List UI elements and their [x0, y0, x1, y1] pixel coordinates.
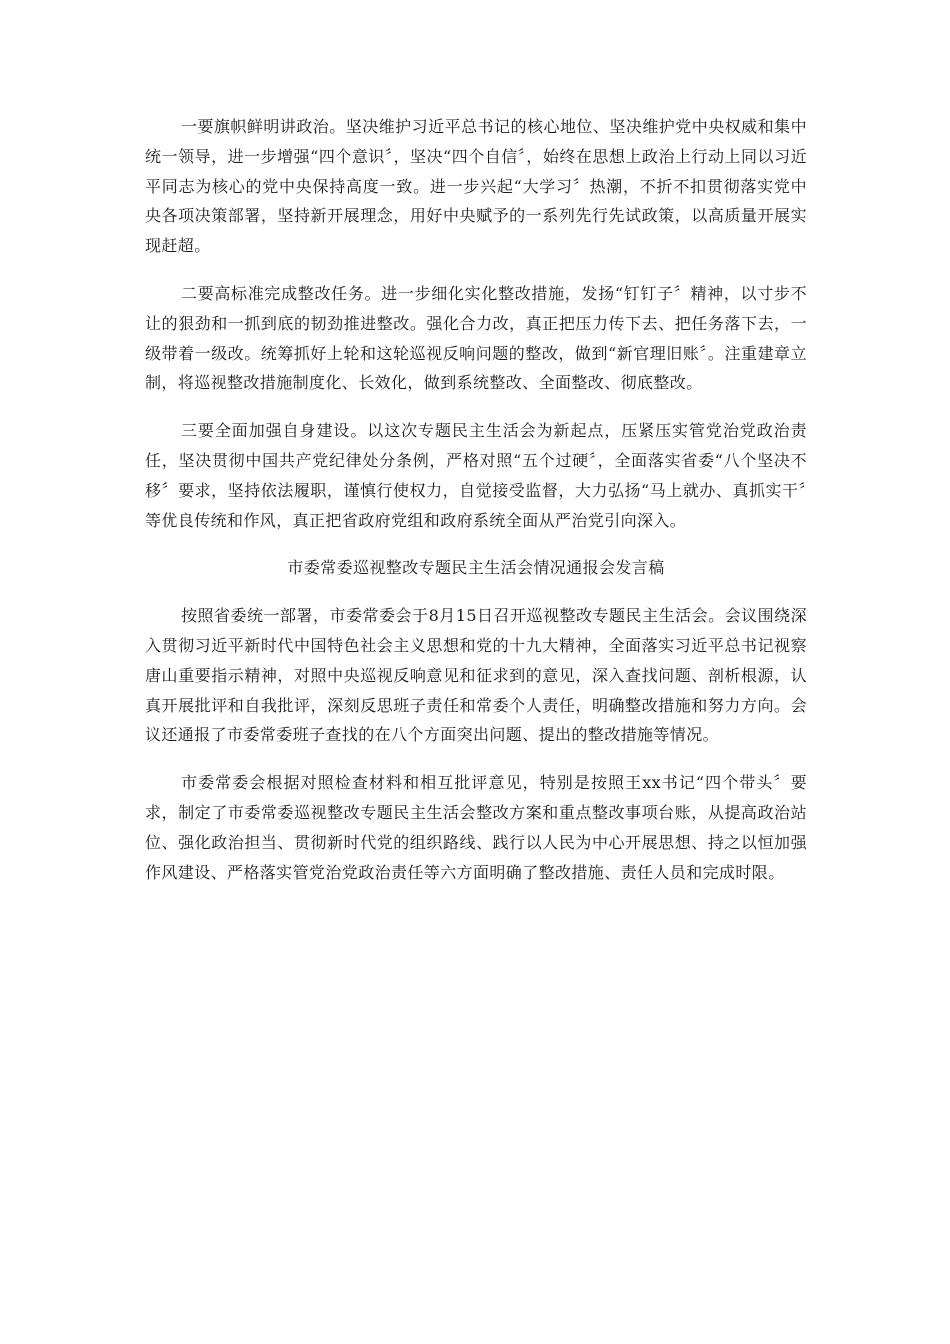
paragraph-rectification-tasks: 二要高标准完成整改任务。进一步细化实化整改措施，发扬“钉钉子〞精神，以寸步不让的狠劲和一抓到底的韧劲推进整改。强化合力改，真正把压力传下去、把任务落下去，一级带着一级改。统筹抓好上轮和这轮巡视反响问题的整改，做到“新官理旧账〞。注重建章立制，将巡视整改措施制度化、长效化，做到系统整改、全面整改、彻底整改。 [145, 283, 807, 393]
document-page [145, 112, 807, 887]
section-heading: 市委常委巡视整改专题民主生活会情况通报会发言稿 [287, 558, 665, 578]
paragraph-rectification-plan: 市委常委会根据对照检查材料和相互批评意见，特别是按照王xx书记“四个带头〞要求，制定了市委常委巡视整改专题民主生活会整改方案和重点整改事项台账，从提高政治站位、强化政治担当、贯彻新时代党的组织路线、践行以人民为中心开展思想、持之以恒加强作风建设、严格落实管党治党政治责任等六方面明确了整改措施、责任人员和完成时限。 [145, 773, 807, 882]
paragraph-meeting-summary: 按照省委统一部署，市委常委会于8月15日召开巡视整改专题民主生活会。会议围绕深入贯彻习近平新时代中国特色社会主义思想和党的十九大精神，全面落实习近平总书记视察唐山重要指示精神，对照中央巡视反响意见和征求到的意见，深入查找问题、剖析根源，认真开展批评和自我批评，深刻反思班子责任和常委个人责任，明确整改措施和努力方向。会议还通报了市委常委班子查找的在八个方面突出问题、提出的整改措施等情况。 [145, 606, 807, 745]
paragraph-political: 一要旗帜鲜明讲政治。坚决维护习近平总书记的核心地位、坚决维护党中央权威和集中统一领导，进一步增强“四个意识〞，坚决“四个自信〞，始终在思想上政治上行动上同以习近平同志为核心的党中央保持高度一致。进一步兴起“大学习〞热潮，不折不扣贯彻落实党中央各项决策部署，坚持新开展理念，用好中央赋予的一系列先行先试政策，以高质量开展实现赶超。 [145, 117, 807, 256]
paragraph-self-building: 三要全面加强自身建设。以这次专题民主生活会为新起点，压紧压实管党治党政治责任，坚决贯彻中国共产党纪律处分条例，严格对照“五个过硬〞，全面落实省委“八个坚决不移〞要求，坚持依法履职，谨慎行使权力，自觉接受监督，大力弘扬“马上就办、真抓实干〞等优良传统和作风，真正把省政府党组和政府系统全面从严治党引向深入。 [145, 421, 807, 530]
